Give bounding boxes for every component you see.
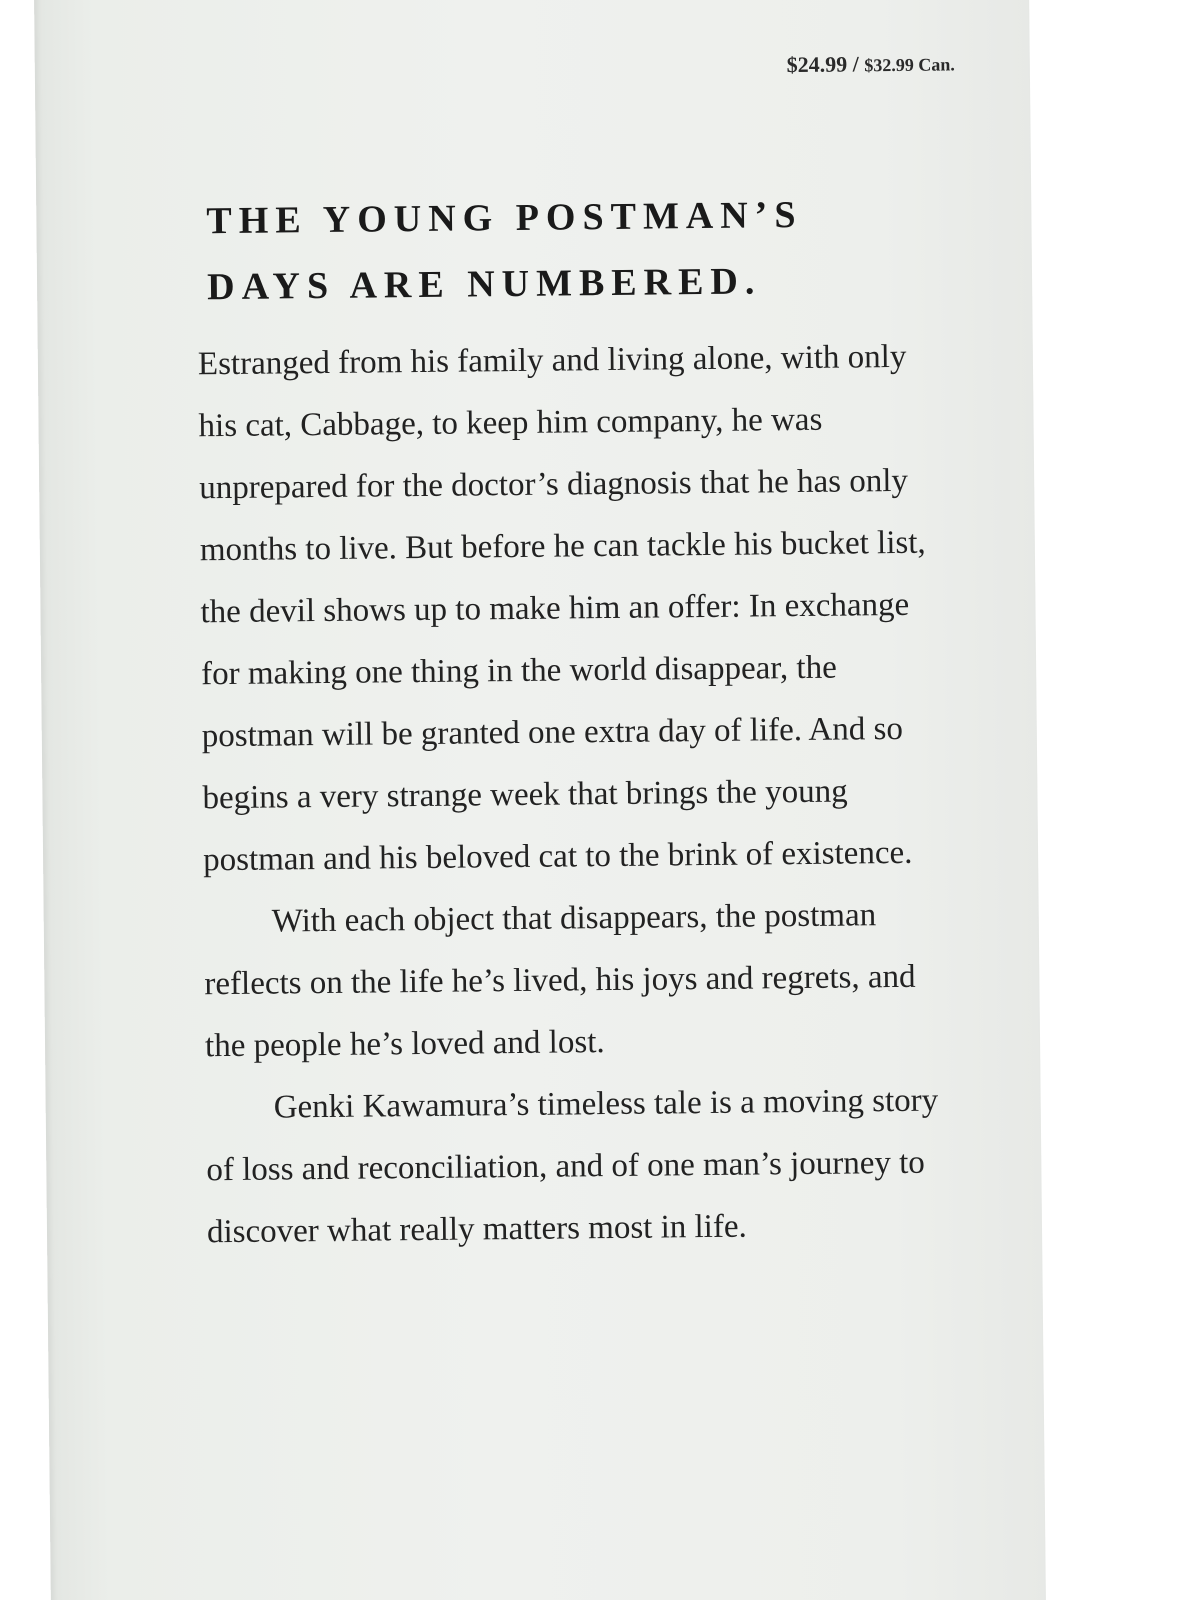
price-label [787,50,955,78]
flap-body-text [198,326,948,1264]
price-canada: $32.99 Can. [864,54,955,76]
flap-content [194,20,955,1251]
price-us: $24.99 [786,51,848,78]
body-paragraph-3: Genki Kawamura’s timeless tale is a moving story of loss and reconciliation, and of one man’s journey to discover what really matters most in life. [206,1082,939,1251]
price-separator: / [847,51,865,77]
body-paragraph-1: Estranged from his family and living alone, with only his cat, Cabbage, to keep him company, he was unprepared for the doctor’s diagnosis that he has only months to live. But before he can tackle his bucket list, the devil shows up to make him an offer: In exchange for making one thing in the world disappear, the postman will be granted one extra day of life. And so begins a very strange week that brings the young postman and his beloved cat to the brink of existence. [197,338,926,879]
body-paragraph-2: With each object that disappears, the postman reflects on the life he’s lived, his joys and regrets, and the people he’s loved and lost. [204,897,916,1065]
flap-headline: THE YOUNG POSTMAN’S DAYS ARE NUMBERED. [206,193,803,309]
book-jacket-flap [34,0,1046,1600]
